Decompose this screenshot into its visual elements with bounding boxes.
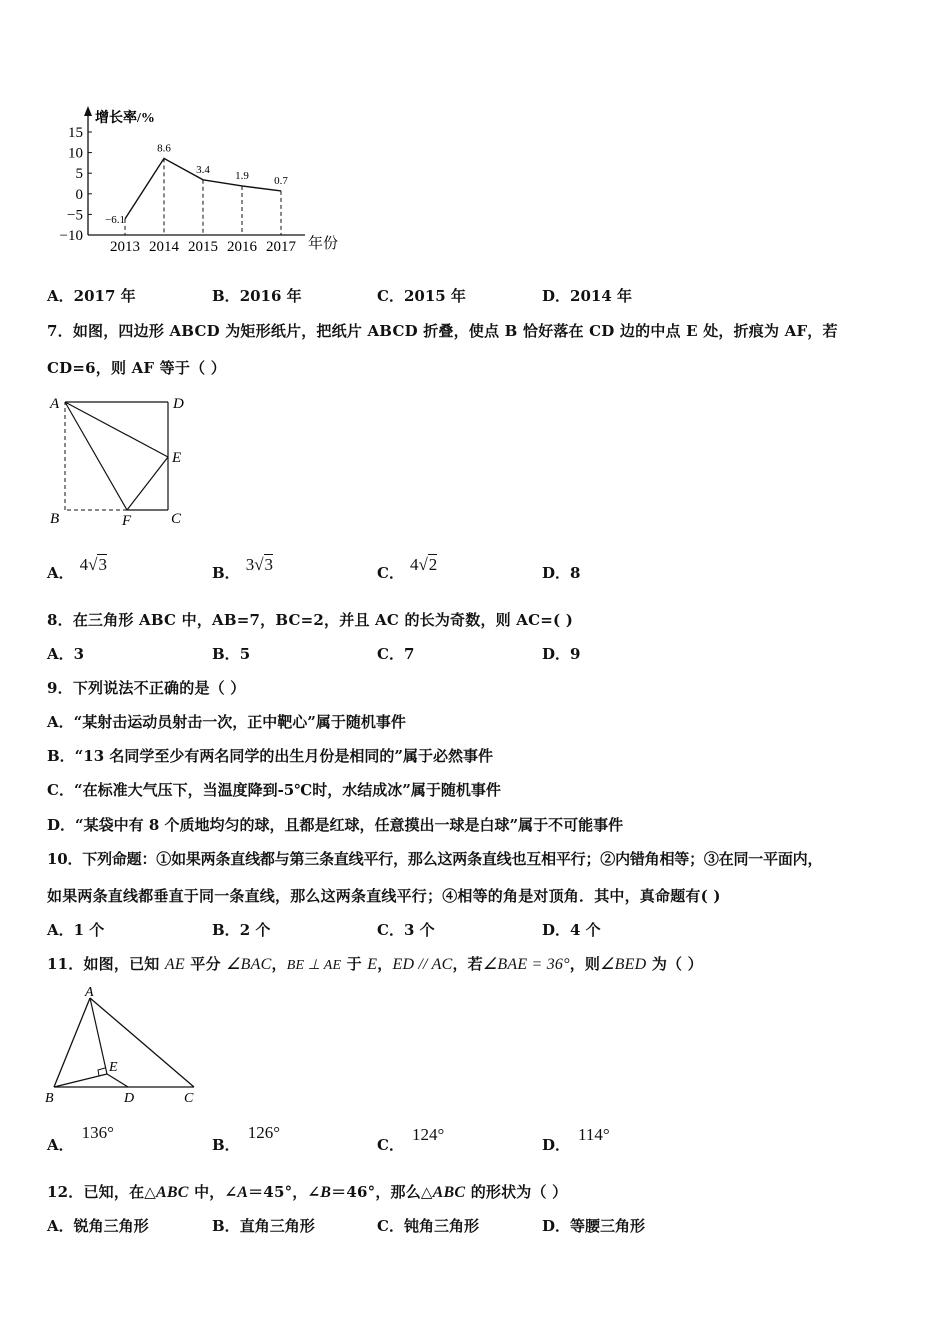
q10-stem-line2: 如果两条直线都垂直于同一条直线，那么这两条直线平行；④相等的角是对顶角．其中，真命题有( ) [47, 887, 721, 905]
label-a: A [85, 985, 94, 1000]
label-a: A [50, 396, 60, 412]
label-e: E [109, 1060, 118, 1075]
x-tick-label: 2013 [110, 239, 140, 255]
sqrt-icon: √2 [418, 555, 438, 574]
q10-option-b[interactable]: B．2 个 [212, 921, 271, 939]
label-d: D [173, 396, 184, 412]
label-c: C [184, 1091, 194, 1106]
q10-stem-line1: 10．下列命题：①如果两条直线都与第三条直线平行，那么这两条直线也互相平行；②内错角相等；③在同一平面内， [47, 850, 823, 868]
label-f: F [122, 513, 132, 529]
data-label: 1.9 [235, 169, 249, 182]
y-tick-label: 0 [75, 186, 83, 203]
sqrt-icon: √3 [254, 555, 274, 574]
y-tick-label: 5 [75, 166, 83, 183]
q7-option-a[interactable]: A． 4√3 [47, 555, 107, 582]
y-tick-label: 10 [68, 145, 83, 162]
q10-option-a[interactable]: A．1 个 [47, 921, 105, 939]
q9-stem: 9．下列说法不正确的是（ ） [47, 679, 246, 697]
q10-option-c[interactable]: C．3 个 [377, 921, 435, 939]
data-label: 8.6 [157, 142, 171, 155]
q9-option-b[interactable]: B．“13 名同学至少有两名同学的出生月份是相同的”属于必然事件 [47, 747, 494, 765]
q12-option-a[interactable]: A．锐角三角形 [47, 1217, 149, 1235]
chart-layer [60, 106, 338, 255]
x-tick-label: 2014 [149, 239, 179, 255]
x-tick-label: 2016 [227, 239, 257, 255]
q7-rectangle-figure [40, 390, 210, 530]
y-tick-label: 15 [68, 125, 83, 141]
q7-stem-line2: CD=6，则 AF 等于（ ） [47, 359, 226, 377]
y-tick-label: −10 [59, 228, 83, 244]
label-b: B [50, 511, 60, 527]
y-axis-label: 增长率/% [95, 111, 155, 126]
y-axis-arrow [84, 106, 92, 116]
q11-stem: 11．如图，已知 AE 平分 ∠BAC，BE ⊥ AE 于 E，ED // AC，若∠BAE = 36°，则∠BED 为（ ） [47, 955, 703, 973]
label-c: C [171, 511, 182, 527]
q7-option-b[interactable]: B． 3√3 [212, 555, 274, 582]
q12-option-d[interactable]: D．等腰三角形 [542, 1217, 646, 1235]
data-label: −6.1 [105, 213, 125, 226]
q6-option-c[interactable]: C．2015 年 [377, 287, 466, 305]
sqrt-icon: √3 [88, 555, 107, 574]
q8-option-a[interactable]: A．3 [47, 645, 85, 663]
q6-option-a[interactable]: A．2017 年 [47, 287, 136, 305]
q11-triangle-figure [40, 982, 210, 1107]
data-label: 0.7 [274, 174, 288, 187]
q11-option-b[interactable]: B．126° [212, 1123, 280, 1154]
q7-stem-line1: 7．如图，四边形 ABCD 为矩形纸片，把纸片 ABCD 折叠，使点 B 恰好落在 CD 边的中点 E 处，折痕为 AF，若 [47, 322, 838, 340]
q8-option-d[interactable]: D．9 [542, 645, 581, 663]
growth-rate-chart [40, 100, 360, 265]
q10-option-d[interactable]: D．4 个 [542, 921, 601, 939]
label-d: D [124, 1091, 135, 1106]
y-tick-label: −5 [67, 207, 83, 224]
q7-option-c[interactable]: C． 4√2 [377, 555, 438, 582]
label-e: E [172, 450, 182, 466]
q11-option-a[interactable]: A．136° [47, 1123, 114, 1154]
x-axis-label: 年份 [308, 236, 339, 252]
q12-option-c[interactable]: C．钝角三角形 [377, 1217, 479, 1235]
q12-stem: 12．已知，在△ABC 中，∠A＝45°，∠B＝46°，那么△ABC 的形状为（ ） [47, 1183, 568, 1201]
q6-option-b[interactable]: B．2016 年 [212, 287, 302, 305]
q9-option-d[interactable]: D．“某袋中有 8 个质地均匀的球，且都是红球，任意摸出一球是白球”属于不可能事件 [47, 816, 624, 834]
x-tick-label: 2015 [188, 239, 218, 255]
q8-option-b[interactable]: B．5 [212, 645, 251, 663]
label-b: B [45, 1091, 54, 1106]
q7-option-d[interactable]: D．8 [542, 564, 581, 582]
data-label: 3.4 [196, 163, 210, 176]
q8-option-c[interactable]: C．7 [377, 645, 415, 663]
x-tick-label: 2017 [266, 239, 296, 255]
q6-option-d[interactable]: D．2014 年 [542, 287, 632, 305]
q11-option-c[interactable]: C．124° [377, 1125, 445, 1154]
q11-option-d[interactable]: D．114° [542, 1125, 610, 1154]
q8-stem: 8．在三角形 ABC 中，AB=7，BC=2，并且 AC 的长为奇数，则 AC=( ) [47, 611, 574, 629]
q12-option-b[interactable]: B．直角三角形 [212, 1217, 315, 1235]
q9-option-c[interactable]: C．“在标准大气压下，当温度降到-5℃时，水结成冰”属于随机事件 [47, 781, 501, 799]
q9-option-a[interactable]: A．“某射击运动员射击一次，正中靶心”属于随机事件 [47, 713, 406, 731]
